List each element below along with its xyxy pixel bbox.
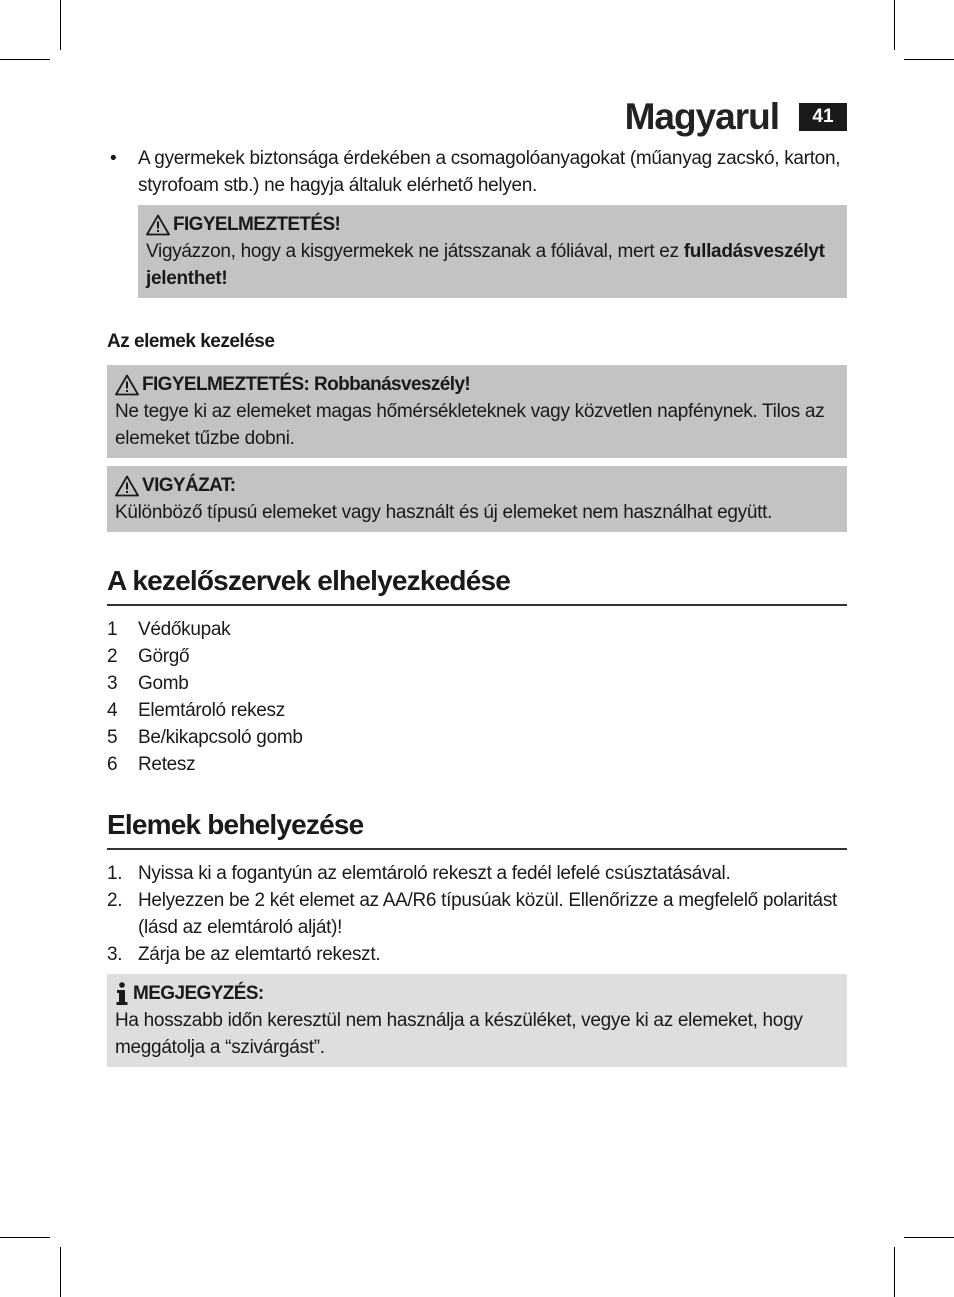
bullet-marker: • <box>110 148 117 169</box>
crop-mark <box>904 1237 954 1238</box>
item-label: Görgő <box>138 646 190 667</box>
bullet-text: A gyermekek biztonsága érdekében a csomagolóanyagokat (műanyag zacskó, karton, styrofoam stb.) ne hagyja általuk elérhető helyen. <box>138 148 841 196</box>
intro-bullet <box>107 145 847 199</box>
list-item <box>107 697 847 724</box>
item-number: 3 <box>107 673 118 694</box>
list-item <box>107 616 847 643</box>
warning-box-packaging <box>138 205 847 298</box>
warning-text: Ne tegye ki az elemeket magas hőmérsékleteknek vagy közvetlen napfénynek. Tilos az elemeket tűzbe dobni. <box>115 401 825 449</box>
page-header <box>625 96 847 138</box>
list-item <box>107 887 847 941</box>
warning-triangle-icon <box>146 214 170 236</box>
caution-box <box>107 466 847 532</box>
list-item <box>107 670 847 697</box>
battery-insert-steps <box>107 860 847 968</box>
battery-handling-heading: Az elemek kezelése <box>107 331 275 352</box>
item-number: 4 <box>107 700 118 721</box>
step-number: 1. <box>107 863 123 884</box>
caution-text: Különböző típusú elemeket vagy használt és új elemeket nem használhat együtt. <box>115 502 773 523</box>
item-label: Be/kikapcsoló gomb <box>138 727 303 748</box>
controls-list <box>107 616 847 778</box>
note-title: MEGJEGYZÉS: <box>133 983 264 1004</box>
list-item <box>107 751 847 778</box>
crop-mark <box>894 1247 895 1297</box>
item-number: 1 <box>107 619 118 640</box>
note-box <box>107 974 847 1067</box>
item-label: Védőkupak <box>138 619 231 640</box>
item-number: 2 <box>107 646 118 667</box>
list-item <box>107 724 847 751</box>
note-text: Ha hosszabb időn keresztül nem használja a készüléket, vegye ki az elemeket, hogy meggátolja a “szivárgást”. <box>115 1010 803 1058</box>
page-content <box>107 145 847 1067</box>
crop-mark <box>60 1247 61 1297</box>
item-label: Retesz <box>138 754 196 775</box>
list-item <box>107 860 847 887</box>
warning-text <box>146 238 839 292</box>
item-label: Elemtároló rekesz <box>138 700 285 721</box>
list-item <box>107 941 847 968</box>
step-text: Zárja be az elemtartó rekeszt. <box>138 944 381 965</box>
warning-triangle-icon <box>115 374 139 396</box>
crop-mark <box>60 0 61 50</box>
crop-mark <box>894 0 895 50</box>
warning-triangle-icon <box>115 475 139 497</box>
warning-text-plain: Vigyázzon, hogy a kisgyermekek ne játsszanak a fóliával, mert ez <box>146 241 684 262</box>
step-number: 2. <box>107 890 123 911</box>
step-text: Nyissa ki a fogantyún az elemtároló rekeszt a fedél lefelé csúsztatásával. <box>138 863 731 884</box>
caution-title: VIGYÁZAT: <box>142 475 236 496</box>
warning-text-bold: fulladásveszélyt jelenthet! <box>146 241 825 289</box>
list-item <box>107 643 847 670</box>
page-number: 41 <box>799 103 847 131</box>
step-text: Helyezzen be 2 két elemet az AA/R6 típusúak közül. Ellenőrizze a megfelelő polaritást (lásd az elemtároló alját)! <box>138 890 837 938</box>
item-number: 6 <box>107 754 118 775</box>
item-number: 5 <box>107 727 118 748</box>
item-label: Gomb <box>138 673 189 694</box>
crop-mark <box>904 59 954 60</box>
step-number: 3. <box>107 944 123 965</box>
battery-insert-heading: Elemek behelyezése <box>107 808 847 850</box>
crop-mark <box>0 59 50 60</box>
crop-mark <box>0 1237 50 1238</box>
warning-box-explosion <box>107 365 847 458</box>
warning-title: FIGYELMEZTETÉS: Robbanásveszély! <box>142 374 471 395</box>
info-icon <box>115 982 129 1006</box>
warning-title: FIGYELMEZTETÉS! <box>173 214 341 235</box>
page-title: Magyarul <box>624 96 779 137</box>
controls-heading: A kezelőszervek elhelyezkedése <box>107 564 847 606</box>
